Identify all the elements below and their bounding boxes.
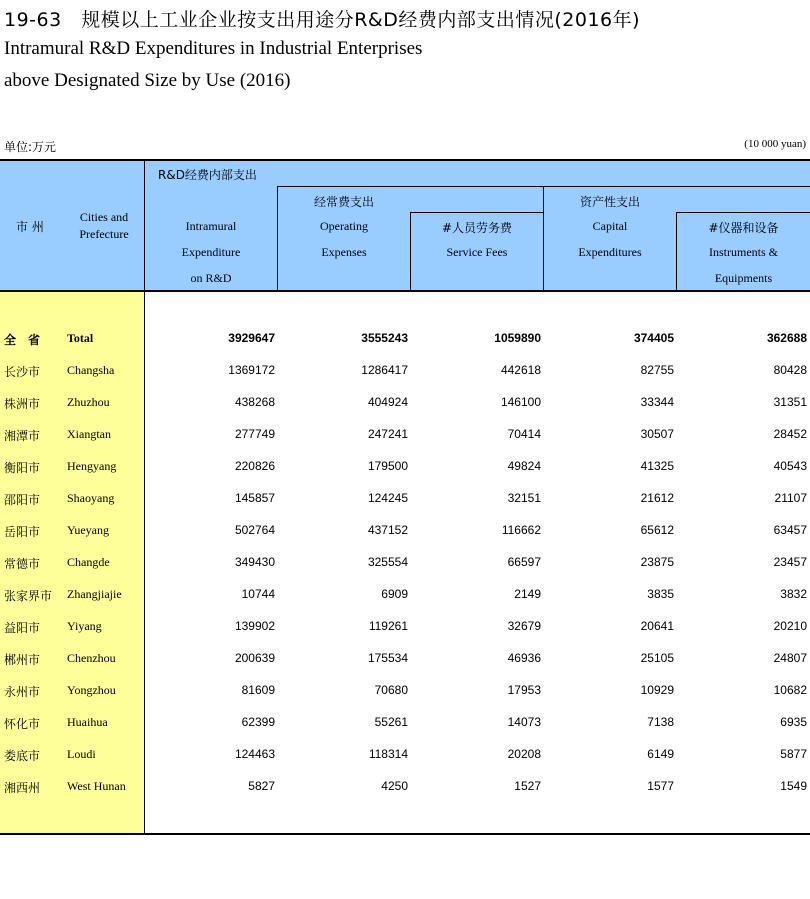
header-divider-cap [676,212,810,213]
cell-value: 82755 [640,363,674,377]
cell-value: 40543 [773,459,807,473]
cell-value: 2149 [514,587,541,601]
cell-value: 10682 [773,683,807,697]
region-name-cn: 株洲市 [4,397,41,411]
cell-value: 119261 [368,619,408,633]
cell-value: 17953 [507,683,541,697]
region-name-en: Yiyang [67,619,102,633]
region-name-cn: 永州市 [4,685,41,699]
cell-value: 21107 [774,491,807,505]
region-name-cn: 郴州市 [4,653,41,667]
region-name-en: Shaoyang [67,491,115,505]
region-name-cn: 张家界市 [4,589,53,603]
cell-value: 442618 [500,363,541,377]
header-op-en-2: Expenses [321,245,367,259]
region-name-en: Loudi [67,747,96,761]
cell-value: 62399 [241,715,275,729]
cell-value: 21612 [640,491,674,505]
header-instr-cn: #仪器和设备 [708,221,779,235]
header-divider-op [410,212,543,213]
cell-value: 24807 [773,651,807,665]
cell-value: 220826 [234,459,275,473]
cell-value: 3835 [647,587,674,601]
cell-value: 362688 [766,331,807,345]
region-name-en: Chenzhou [67,651,116,665]
header-instr-en-1: Instruments & [709,245,778,259]
cell-value: 6149 [647,747,674,761]
cell-value: 139902 [234,619,275,633]
header-op-en-1: Operating [320,219,368,233]
region-name-en: Yueyang [67,523,109,537]
cell-value: 116662 [501,523,541,537]
header-cap-cn: 资产性支出 [579,195,640,209]
cell-value: 3555243 [361,331,408,345]
cell-value: 10929 [640,683,674,697]
cell-value: 32679 [507,619,541,633]
region-name-en: Hengyang [67,459,117,473]
cell-value: 32151 [507,491,541,505]
cell-value: 175534 [367,651,408,665]
header-cap-en-2: Expenditures [578,245,642,259]
unit-label-cn: 单位:万元 [4,140,57,154]
header-city-en-2: Prefecture [79,227,129,241]
cell-value: 6935 [780,715,807,729]
cell-value: 55261 [374,715,408,729]
cell-value: 46936 [507,651,541,665]
cell-value: 437152 [367,523,408,537]
cell-value: 65612 [640,523,674,537]
cell-value: 20210 [773,619,807,633]
cell-value: 325554 [367,555,408,569]
cell-value: 146100 [500,395,541,409]
header-rd-cn: R&D经费内部支出 [158,168,257,182]
cell-value: 20641 [640,619,674,633]
page-title-cn: 19-63 规模以上工业企业按支出用途分R&D经费内部支出情况(2016年) [4,9,641,31]
cell-value: 1369172 [228,363,275,377]
cell-value: 502764 [234,523,275,537]
page-title-en-line2: above Designated Size by Use (2016) [4,70,291,91]
cell-value: 349430 [234,555,275,569]
header-service-cn: #人员劳务费 [441,221,513,235]
cell-value: 1286417 [361,363,408,377]
cell-value: 33344 [640,395,674,409]
cell-value: 145857 [234,491,275,505]
cell-value: 438268 [234,395,275,409]
cell-value: 277749 [234,427,275,441]
cell-value: 81609 [241,683,275,697]
cell-value: 5827 [248,779,275,793]
cell-value: 179500 [367,459,408,473]
region-name-en: Xiangtan [67,427,111,441]
cell-value: 41325 [640,459,674,473]
header-bottom-border [0,290,810,292]
region-name-cn: 长沙市 [4,365,41,379]
region-name-cn: 岳阳市 [4,525,41,539]
cell-value: 1577 [647,779,674,793]
header-cap-en-1: Capital [592,219,628,233]
header-intramural-3: on R&D [190,271,232,285]
cell-value: 49824 [507,459,541,473]
region-name-en: Huaihua [67,715,108,729]
cell-value: 404924 [367,395,408,409]
cell-value: 23875 [640,555,674,569]
cell-value: 1549 [780,779,807,793]
region-name-en: Zhuzhou [67,395,110,409]
cell-value: 6909 [381,587,408,601]
header-service-en: Service Fees [446,245,508,259]
cell-value: 20208 [507,747,541,761]
header-op-cn: 经常费支出 [313,195,374,209]
cell-value: 1527 [514,779,541,793]
region-name-cn: 邵阳市 [4,493,41,507]
cell-value: 63457 [773,523,807,537]
region-name-cn: 全 省 [4,333,41,347]
region-name-en: West Hunan [67,779,126,793]
region-name-en: Changde [67,555,110,569]
cell-value: 10744 [241,587,275,601]
region-column-divider [144,160,145,834]
header-city-en-1: Cities and [79,210,129,224]
header-intramural-2: Expenditure [181,245,241,259]
cell-value: 23457 [773,555,807,569]
region-name-cn: 常德市 [4,557,41,571]
cell-value: 14073 [507,715,541,729]
region-name-en: Yongzhou [67,683,116,697]
region-name-cn: 湘西州 [4,781,41,795]
cell-value: 28452 [773,427,807,441]
cell-value: 80428 [773,363,807,377]
region-name-cn: 衡阳市 [4,461,41,475]
cell-value: 1059890 [494,331,541,345]
cell-value: 70414 [507,427,541,441]
cell-value: 31351 [773,395,807,409]
cell-value: 118314 [368,747,408,761]
page-title-en-line1: Intramural R&D Expenditures in Industrial Enterprises [4,38,423,59]
cell-value: 3929647 [228,331,275,345]
header-instr-en-2: Equipments [714,271,773,285]
cell-value: 66597 [507,555,541,569]
header-city-cn: 市 州 [16,220,44,234]
unit-label-en: (10 000 yuan) [744,138,806,150]
cell-value: 247241 [367,427,408,441]
region-name-cn: 娄底市 [4,749,41,763]
region-name-cn: 怀化市 [4,717,41,731]
cell-value: 200639 [234,651,275,665]
region-name-cn: 益阳市 [4,621,41,635]
cell-value: 5877 [780,747,807,761]
cell-value: 4250 [381,779,408,793]
cell-value: 7138 [647,715,674,729]
cell-value: 3832 [780,587,807,601]
cell-value: 30507 [640,427,674,441]
header-intramural-1: Intramural [185,219,237,233]
cell-value: 124245 [367,491,408,505]
cell-value: 124463 [234,747,275,761]
cell-value: 70680 [374,683,408,697]
region-name-en: Total [67,331,94,345]
cell-value: 25105 [640,651,674,665]
cell-value: 374405 [633,331,674,345]
table-bottom-border [0,833,810,835]
table-top-border [0,159,810,161]
region-name-cn: 湘潭市 [4,429,41,443]
region-name-en: Zhangjiajie [67,587,122,601]
region-name-en: Changsha [67,363,115,377]
